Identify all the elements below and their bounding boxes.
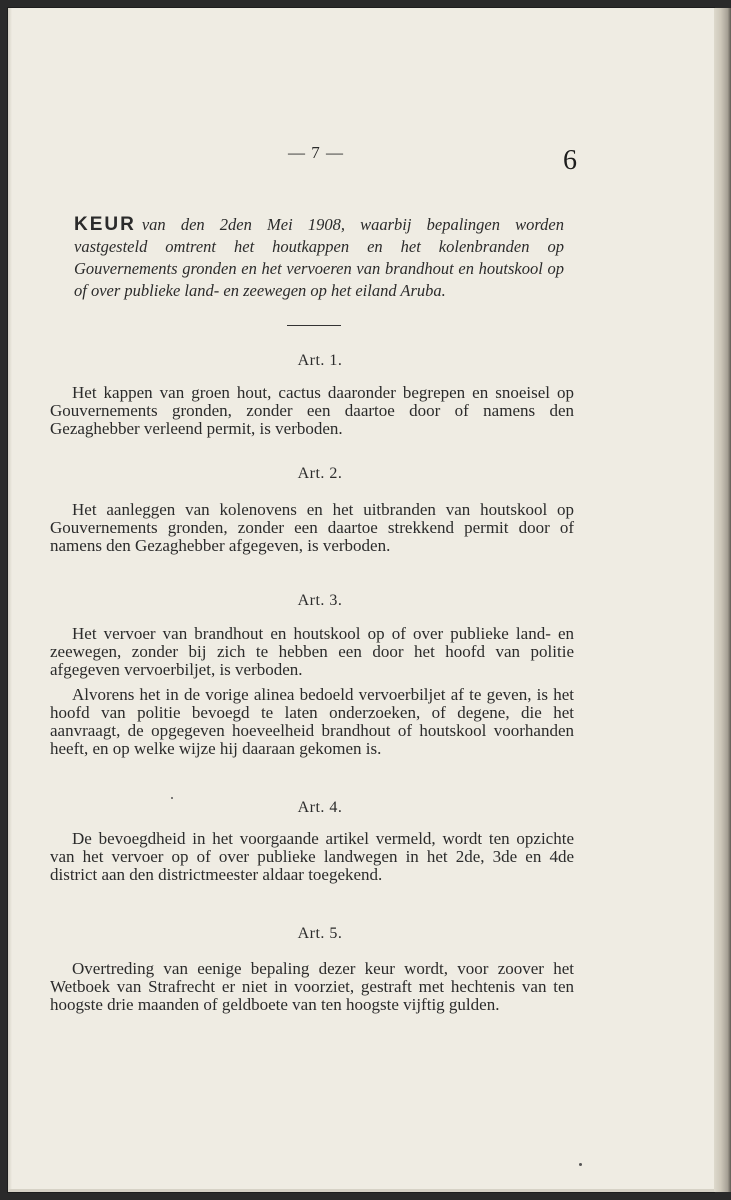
- paper-speck: [171, 797, 173, 799]
- article-3-heading: Art. 3.: [297, 592, 343, 609]
- paper-speck: [579, 1163, 582, 1166]
- title-divider: [287, 325, 341, 326]
- page-number: — 7 —: [288, 143, 344, 162]
- article-5-paragraph-1: Overtreding van eenige bepaling dezer keur wordt, voor zoover het Wetboek van Strafrecht er niet in voorziet, gestraft met hechtenis van ten hoogste drie maanden of geldboete van ten hoogste vijftig gulden.: [50, 959, 574, 1014]
- article-1-heading: Art. 1.: [297, 352, 343, 369]
- article-4-paragraph-1: De bevoegdheid in het voorgaande artikel vermeld, wordt ten opzichte van het vervoer op of over publieke landwegen in het 2de, 3de en 4de district aan den districtmeester aldaar toegekend.: [50, 829, 574, 884]
- title-text: van den 2den Mei 1908, waarbij bepalingen worden vastgesteld omtrent het houtkappen en het kolenbranden op Gouvernements gronden en het vervoeren van brandhout en houtskool op of over publieke land- en zeewegen op het eiland Aruba.: [74, 215, 564, 300]
- page-right-edge: [714, 8, 731, 1192]
- folio-number: 6: [563, 145, 577, 176]
- article-2-heading: Art. 2.: [297, 465, 343, 482]
- article-1-paragraph-1: Het kappen van groen hout, cactus daaronder begrepen en snoeisel op Gouvernements gronden, zonder een daartoe door of namens den Gezaghebber verleend permit, is verboden.: [50, 383, 574, 438]
- article-4-heading: Art. 4.: [297, 799, 343, 816]
- article-3-paragraph-1: Het vervoer van brandhout en houtskool op of over publieke land- en zeewegen, zonder bij zich te hebben een door het hoofd van politie afgegeven vervoerbiljet, is verboden.: [50, 624, 574, 679]
- title-block: [74, 214, 564, 302]
- article-5-heading: Art. 5.: [297, 925, 343, 942]
- page-bottom-edge: [8, 1189, 714, 1192]
- title-keur: KEUR: [74, 214, 136, 235]
- article-3-paragraph-2: Alvorens het in de vorige alinea bedoeld vervoerbiljet af te geven, is het hoofd van politie bevoegd te laten onderzoeken, of degene, die het aanvraagt, de opgegeven hoeveelheid brandhout of houtskool voorhanden heeft, en op welke wijze hij daaraan gekomen is.: [50, 685, 574, 758]
- article-2-paragraph-1: Het aanleggen van kolenovens en het uitbranden van houtskool op Gouvernements gronden, zonder een daartoe strekkend permit door of namens den Gezaghebber afgegeven, is verboden.: [50, 500, 574, 555]
